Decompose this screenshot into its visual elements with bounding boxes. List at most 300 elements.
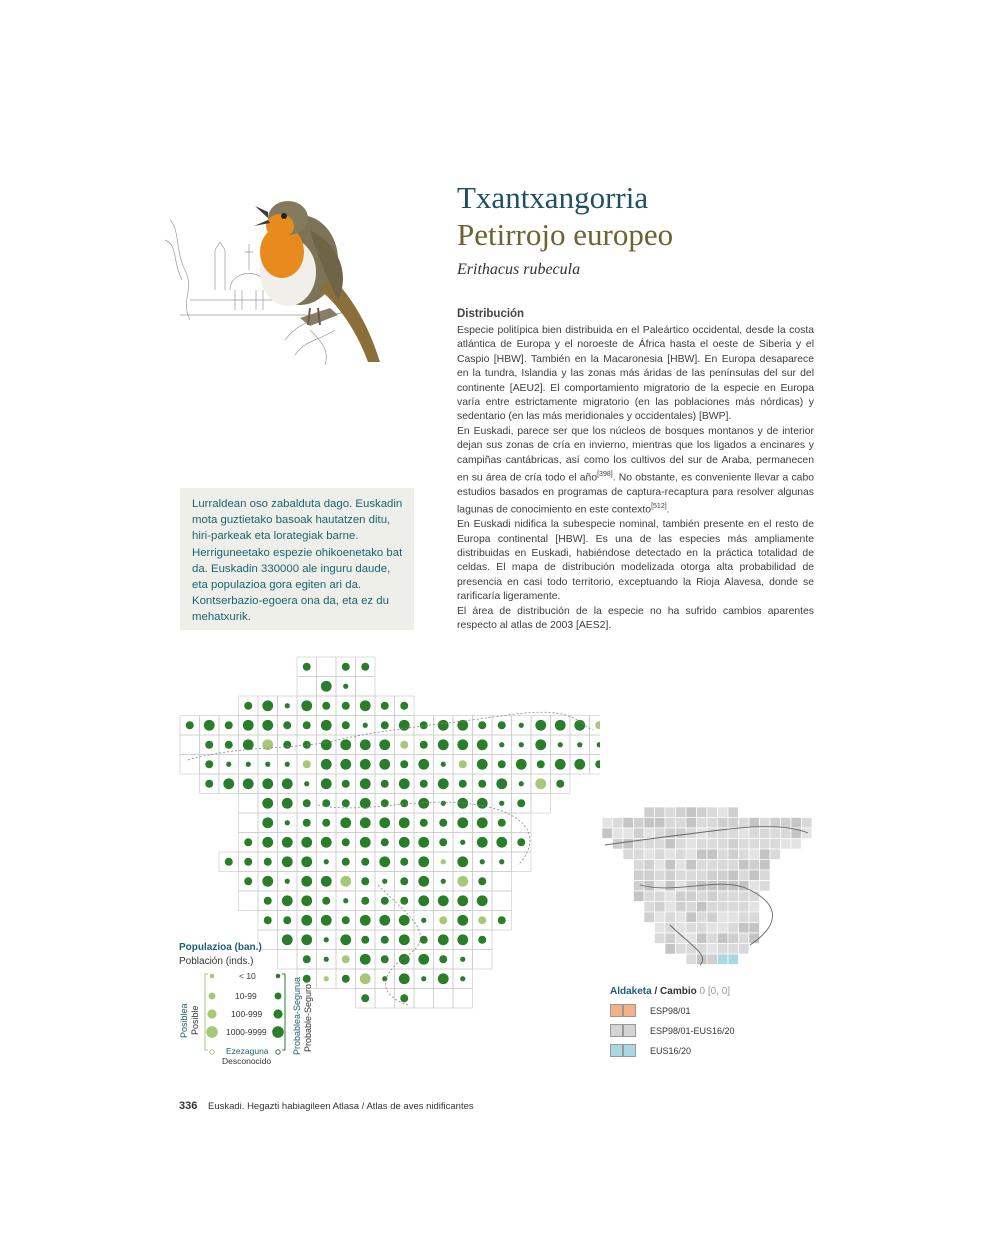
- map-dot: [340, 739, 351, 750]
- change-cell: [602, 818, 613, 829]
- change-cell: [749, 870, 760, 881]
- legend-unknown-dot: [276, 1050, 280, 1054]
- map-dot: [400, 702, 408, 710]
- map-dot: [478, 780, 486, 788]
- change-cell: [686, 860, 697, 871]
- change-cell: [791, 839, 802, 850]
- map-dot: [438, 934, 449, 945]
- map-dot: [303, 799, 311, 807]
- map-dot: [282, 895, 293, 906]
- change-cell: [760, 860, 771, 871]
- change-cell: [634, 828, 645, 839]
- change-cell: [665, 923, 676, 934]
- change-cell: [676, 807, 687, 818]
- change-cell: [686, 807, 697, 818]
- map-dot: [363, 723, 368, 728]
- map-dot: [400, 858, 408, 866]
- map-dot: [360, 973, 371, 984]
- map-dot: [301, 856, 312, 867]
- change-map: [600, 805, 812, 975]
- map-dot: [342, 721, 350, 729]
- change-cell: [676, 912, 687, 923]
- map-dot: [360, 700, 371, 711]
- change-cell: [718, 891, 729, 902]
- map-dot: [360, 954, 371, 965]
- change-cell: [623, 818, 634, 829]
- map-dot: [477, 739, 488, 750]
- summary-text: Lurraldean oso zabalduta dago. Euskadin mota guztietako basoak hautatzen ditu, hiri-parkeak eta lorategiak barne. Herriguneetako espezie ohikoenetako bat da. Euskadin 330000 ale inguru daude, eta populazioa gora egiten ari da. Kontserbazio-egoera ona da, eta ez du mehatxurik.: [192, 498, 403, 624]
- map-dot: [340, 817, 351, 828]
- map-dot: [459, 780, 467, 788]
- map-dot: [321, 876, 332, 887]
- map-dot: [418, 798, 429, 809]
- map-dot: [460, 976, 465, 981]
- map-dot: [340, 876, 351, 887]
- change-cell: [686, 923, 697, 934]
- map-dot: [360, 817, 371, 828]
- change-cell: [686, 891, 697, 902]
- change-cell: [644, 849, 655, 860]
- change-cell: [697, 860, 708, 871]
- map-dot: [262, 798, 273, 809]
- change-cell: [739, 891, 750, 902]
- legend-probable-es: Probable-Seguro: [303, 983, 313, 1052]
- change-cell: [602, 828, 613, 839]
- change-cell: [697, 828, 708, 839]
- change-cell: [739, 828, 750, 839]
- map-dot: [223, 778, 234, 789]
- change-cell: [760, 839, 771, 850]
- legend-probable-dot: [276, 974, 281, 979]
- legend-class-4: 1000-9999: [226, 1027, 267, 1037]
- map-dot: [303, 663, 311, 671]
- map-dot: [360, 837, 371, 848]
- map-dot: [262, 720, 273, 731]
- change-cell: [655, 933, 666, 944]
- legend-possible-dot: [209, 993, 216, 1000]
- map-dot: [381, 838, 389, 846]
- change-cell: [676, 891, 687, 902]
- change-cell: [665, 881, 676, 892]
- map-dot: [382, 976, 387, 981]
- change-cell: [728, 954, 739, 965]
- map-cell: [239, 794, 259, 814]
- change-cell: [707, 933, 718, 944]
- change-cell: [749, 881, 760, 892]
- change-cell: [770, 849, 781, 860]
- change-cell: [676, 860, 687, 871]
- map-dot: [441, 859, 446, 864]
- change-cell: [728, 860, 739, 871]
- change-cell: [707, 923, 718, 934]
- change-cell: [760, 881, 771, 892]
- map-dot: [517, 838, 525, 846]
- map-dot: [342, 975, 350, 983]
- map-dot: [204, 720, 215, 731]
- change-cell: [718, 923, 729, 934]
- map-dot: [264, 897, 272, 905]
- paragraph-1: Especie politípica bien distribuida en el Paleártico occidental, desde la costa atlántica de Europa y el noroeste de África hasta el oeste de Siberia y el Caspio [HBW]. También en la Macaronesia [HBW]. En Europa desaparece en la tundra, Islandia y las zonas más áridas de las penínsulas del sur del continente [AEU2]. El comportamiento migratorio de la especie en Europa varía entre estrictamente migratorio (en las poblaciones más nórdicas) y sedentario (en las más meridionales y occidentales) [BWP].: [457, 325, 814, 423]
- legend-possible-eu: Posiblea: [179, 1003, 189, 1038]
- map-dot: [321, 837, 332, 848]
- change-cell: [791, 818, 802, 829]
- map-cell: [239, 891, 259, 911]
- map-dot: [301, 876, 312, 887]
- change-cell: [739, 860, 750, 871]
- map-dot: [381, 780, 389, 788]
- change-cell: [697, 807, 708, 818]
- summary-box: [180, 488, 414, 630]
- change-cell: [770, 828, 781, 839]
- change-cell: [739, 870, 750, 881]
- legend-unknown-dot: [210, 1050, 214, 1054]
- map-dot: [499, 742, 504, 747]
- change-cell: [718, 860, 729, 871]
- map-dot: [496, 778, 507, 789]
- map-dot: [301, 837, 312, 848]
- map-dot: [399, 973, 410, 984]
- change-cell: [739, 818, 750, 829]
- map-dot: [558, 742, 563, 747]
- change-cell: [697, 933, 708, 944]
- map-dot: [478, 916, 486, 924]
- page-footer: [179, 1100, 474, 1112]
- change-cell: [707, 902, 718, 913]
- map-dot: [343, 684, 348, 689]
- legend-title-basque: Populazioa (ban.): [179, 942, 262, 953]
- change-cell: [644, 828, 655, 839]
- change-cell: [728, 944, 739, 955]
- map-dot: [457, 915, 468, 926]
- change-cell: [644, 912, 655, 923]
- change-swatch: [610, 1044, 623, 1057]
- map-dot: [420, 936, 428, 944]
- map-dot: [285, 820, 290, 825]
- map-dot: [360, 739, 371, 750]
- change-cell: [697, 923, 708, 934]
- change-cell: [760, 870, 771, 881]
- map-dot: [205, 760, 213, 768]
- map-dot: [303, 741, 311, 749]
- map-dot: [343, 898, 348, 903]
- map-dot: [595, 760, 600, 768]
- change-cell: [644, 818, 655, 829]
- map-cell: [473, 950, 493, 970]
- change-cell: [623, 828, 634, 839]
- change-cell: [665, 933, 676, 944]
- change-cell: [739, 944, 750, 955]
- change-cell: [686, 849, 697, 860]
- map-dot: [243, 720, 254, 731]
- legend-unknown-es: Desconocido: [222, 1056, 272, 1066]
- map-cell: [375, 989, 395, 1009]
- map-dot: [441, 879, 446, 884]
- map-cell: [317, 657, 337, 677]
- change-cell: [718, 933, 729, 944]
- change-swatch: [610, 1004, 623, 1017]
- map-dot: [381, 721, 389, 729]
- map-dot: [324, 937, 329, 942]
- map-dot: [282, 837, 293, 848]
- map-dot: [381, 936, 389, 944]
- change-cell: [644, 870, 655, 881]
- change-cell: [781, 828, 792, 839]
- map-dot: [283, 741, 291, 749]
- map-dot: [304, 781, 309, 786]
- change-cell: [634, 860, 645, 871]
- map-dot: [285, 879, 290, 884]
- map-dot: [285, 703, 290, 708]
- change-cell: [634, 891, 645, 902]
- map-dot: [537, 760, 545, 768]
- map-dot: [321, 778, 332, 789]
- change-cell: [707, 912, 718, 923]
- change-cell: [781, 818, 792, 829]
- change-cell: [707, 860, 718, 871]
- map-dot: [460, 840, 465, 845]
- map-dot: [438, 973, 449, 984]
- map-dot: [517, 799, 525, 807]
- map-dot: [399, 837, 410, 848]
- map-dot: [516, 759, 527, 770]
- paragraph-4: El área de distribución de la especie no ha sufrido cambios aparentes respecto al atlas de 2003 [AES2].: [457, 605, 814, 632]
- map-dot: [244, 877, 252, 885]
- map-dot: [264, 916, 272, 924]
- map-dot: [360, 778, 371, 789]
- change-cell: [728, 933, 739, 944]
- map-dot: [457, 895, 468, 906]
- change-cell: [760, 849, 771, 860]
- map-dot: [457, 934, 468, 945]
- change-item-2: ESP98/01-EUS16/20: [610, 1024, 735, 1037]
- map-dot: [399, 778, 410, 789]
- map-dot: [400, 877, 408, 885]
- legend-title-spanish: Población (inds.): [179, 956, 254, 967]
- change-cell: [686, 902, 697, 913]
- legend-possible-dot: [207, 1009, 216, 1018]
- change-cell: [718, 902, 729, 913]
- change-cell: [665, 902, 676, 913]
- map-dot: [340, 759, 351, 770]
- change-cell: [676, 902, 687, 913]
- map-dot: [225, 721, 233, 729]
- change-cell: [749, 849, 760, 860]
- map-dot: [556, 780, 564, 788]
- change-cell: [634, 870, 645, 881]
- map-dot: [262, 700, 273, 711]
- map-dot: [285, 762, 290, 767]
- change-cell: [770, 839, 781, 850]
- map-dot: [243, 739, 254, 750]
- map-dot: [303, 721, 311, 729]
- footer-text: Euskadi. Hegazti habiagileen Atlasa / Atlas de aves nidificantes: [208, 1101, 474, 1112]
- map-dot: [321, 681, 332, 692]
- change-cell: [728, 891, 739, 902]
- change-cell: [644, 860, 655, 871]
- change-cell: [739, 902, 750, 913]
- change-cell: [707, 944, 718, 955]
- change-cell: [655, 891, 666, 902]
- species-name-basque: Txantxangorria: [457, 180, 649, 215]
- change-cell: [655, 870, 666, 881]
- map-dot: [478, 877, 486, 885]
- scientific-name: Erithacus rubecula: [457, 261, 581, 278]
- map-dot: [342, 916, 350, 924]
- legend-class-1: < 10: [239, 971, 256, 981]
- map-dot: [301, 915, 312, 926]
- section-heading: Distribución: [457, 308, 525, 320]
- map-dot: [303, 760, 311, 768]
- change-cell: [707, 954, 718, 965]
- map-dot: [381, 702, 389, 710]
- map-dot: [400, 994, 408, 1002]
- map-dot: [262, 837, 273, 848]
- change-cell: [644, 807, 655, 818]
- change-cell: [728, 923, 739, 934]
- robin-bird-illustration: [160, 190, 400, 370]
- map-dot: [499, 859, 504, 864]
- map-dot: [457, 817, 468, 828]
- change-cell: [707, 870, 718, 881]
- change-cell: [697, 839, 708, 850]
- map-cell: [492, 872, 512, 892]
- map-dot: [439, 916, 447, 924]
- map-dot: [282, 856, 293, 867]
- map-dot: [340, 934, 351, 945]
- page-number: 336: [179, 1100, 198, 1112]
- change-cell: [728, 902, 739, 913]
- change-cell: [655, 912, 666, 923]
- map-dot: [342, 780, 350, 788]
- map-dot: [225, 858, 233, 866]
- map-dot: [399, 915, 410, 926]
- map-cell: [492, 891, 512, 911]
- distribution-text: [457, 324, 814, 633]
- map-dot: [382, 879, 387, 884]
- change-cell: [718, 881, 729, 892]
- map-dot: [361, 936, 369, 944]
- map-dot: [400, 741, 408, 749]
- map-dot: [555, 720, 566, 731]
- change-cell: [697, 944, 708, 955]
- map-dot: [324, 859, 329, 864]
- change-cell: [676, 881, 687, 892]
- change-item-1: ESP98/01: [610, 1004, 691, 1017]
- change-cell: [613, 818, 624, 829]
- map-dot: [478, 936, 486, 944]
- map-dot: [186, 721, 194, 729]
- change-cell: [655, 807, 666, 818]
- map-dot: [519, 723, 524, 728]
- change-cell: [665, 912, 676, 923]
- change-cell: [686, 944, 697, 955]
- map-cell: [434, 989, 454, 1009]
- map-dot: [379, 817, 390, 828]
- legend-unknown-eu: Ezezaguna: [226, 1046, 269, 1056]
- map-dot: [342, 858, 350, 866]
- map-dot: [439, 838, 447, 846]
- map-dot: [574, 759, 585, 770]
- change-cell: [686, 954, 697, 965]
- change-cell: [697, 849, 708, 860]
- map-dot: [322, 702, 330, 710]
- citation: [398]: [597, 471, 613, 479]
- map-dot: [361, 858, 369, 866]
- population-legend: [179, 942, 319, 1072]
- map-dot: [324, 976, 329, 981]
- map-cell: [512, 852, 532, 872]
- change-cell: [644, 902, 655, 913]
- map-dot: [535, 739, 546, 750]
- legend-class-2: 10-99: [235, 991, 257, 1001]
- map-dot: [477, 798, 488, 809]
- map-dot: [480, 859, 485, 864]
- change-cell: [665, 849, 676, 860]
- map-dot: [577, 742, 582, 747]
- change-cell: [718, 912, 729, 923]
- map-dot: [342, 955, 350, 963]
- change-cell: [718, 849, 729, 860]
- change-cell: [655, 860, 666, 871]
- map-dot: [264, 858, 272, 866]
- map-dot: [381, 897, 389, 905]
- change-cell: [802, 818, 813, 829]
- change-cell: [760, 828, 771, 839]
- map-dot: [498, 760, 506, 768]
- map-dot: [498, 721, 506, 729]
- map-dot: [361, 877, 369, 885]
- change-cell: [665, 818, 676, 829]
- map-dot: [400, 760, 408, 768]
- legend-class-3: 100-999: [231, 1009, 263, 1019]
- legend-possible-dot: [210, 974, 215, 979]
- map-dot: [439, 819, 447, 827]
- map-dot: [301, 700, 312, 711]
- map-cell: [531, 794, 551, 814]
- change-item-3: EUS16/20: [610, 1044, 691, 1057]
- change-cell: [728, 839, 739, 850]
- map-dot: [457, 720, 468, 731]
- map-dot: [342, 702, 350, 710]
- change-cell: [686, 839, 697, 850]
- change-cell: [749, 902, 760, 913]
- map-dot: [303, 819, 311, 827]
- change-cell: [623, 839, 634, 850]
- map-dot: [321, 915, 332, 926]
- change-cell: [655, 902, 666, 913]
- change-cell: [665, 860, 676, 871]
- map-dot: [420, 741, 428, 749]
- map-dot: [400, 897, 408, 905]
- map-dot: [342, 663, 350, 671]
- map-dot: [498, 819, 506, 827]
- change-cell: [749, 860, 760, 871]
- change-cell: [665, 944, 676, 955]
- change-cell: [665, 807, 676, 818]
- map-dot: [262, 817, 273, 828]
- map-dot: [441, 762, 446, 767]
- map-dot: [418, 895, 429, 906]
- change-cell: [697, 902, 708, 913]
- map-dot: [321, 739, 332, 750]
- change-cell: [718, 807, 729, 818]
- change-cell: [665, 839, 676, 850]
- change-cell: [728, 912, 739, 923]
- change-cell: [707, 828, 718, 839]
- map-dot: [399, 954, 410, 965]
- change-cell: [644, 839, 655, 850]
- map-dot: [418, 954, 429, 965]
